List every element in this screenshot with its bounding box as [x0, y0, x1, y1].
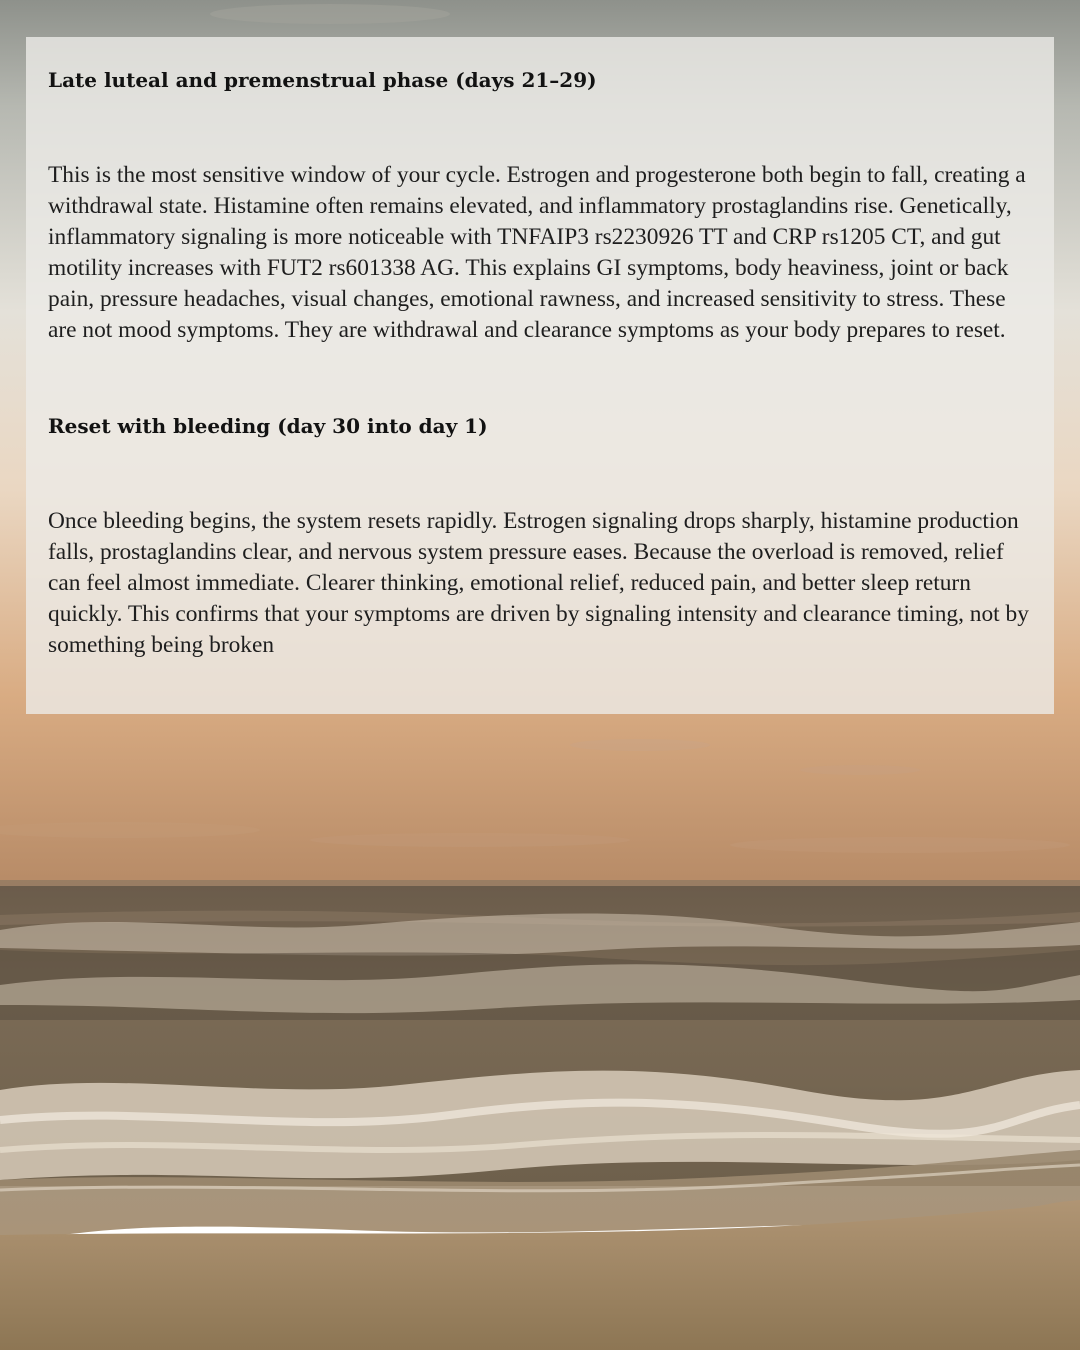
section-body-late-luteal: This is the most sensitive window of your cycle. Estrogen and progesterone both begin to fall, creating a withdrawal state. Histamine often remains elevated, and inflammatory prostaglandins rise. Genetically, inflammatory signaling is more noticeable with TNFAIP3 rs2230926 TT and CRP rs1205 CT, and gut motility increases with FUT2 rs601338 AG. This explains GI symptoms, body heaviness, joint or back pain, pressure headaches, visual changes, emotional rawness, and increased sensitivity to stress. These are not mood symptoms. They are withdrawal and clearance symptoms as your body prepares to reset.	[48, 162, 1026, 343]
text-card	[26, 37, 1054, 714]
section-heading-reset: Reset with bleeding (day 30 into day 1)	[48, 414, 488, 438]
section-heading-late-luteal: Late luteal and premenstrual phase (days 21–29)	[48, 68, 597, 92]
section-body-reset: Once bleeding begins, the system resets rapidly. Estrogen signaling drops sharply, histamine production falls, prostaglandins clear, and nervous system pressure eases. Because the overload is removed, relief can feel almost immediate. Clearer thinking, emotional relief, reduced pain, and better sleep return quickly. This confirms that your symptoms are driven by signaling intensity and clearance timing, not by something being broken	[48, 508, 1029, 658]
